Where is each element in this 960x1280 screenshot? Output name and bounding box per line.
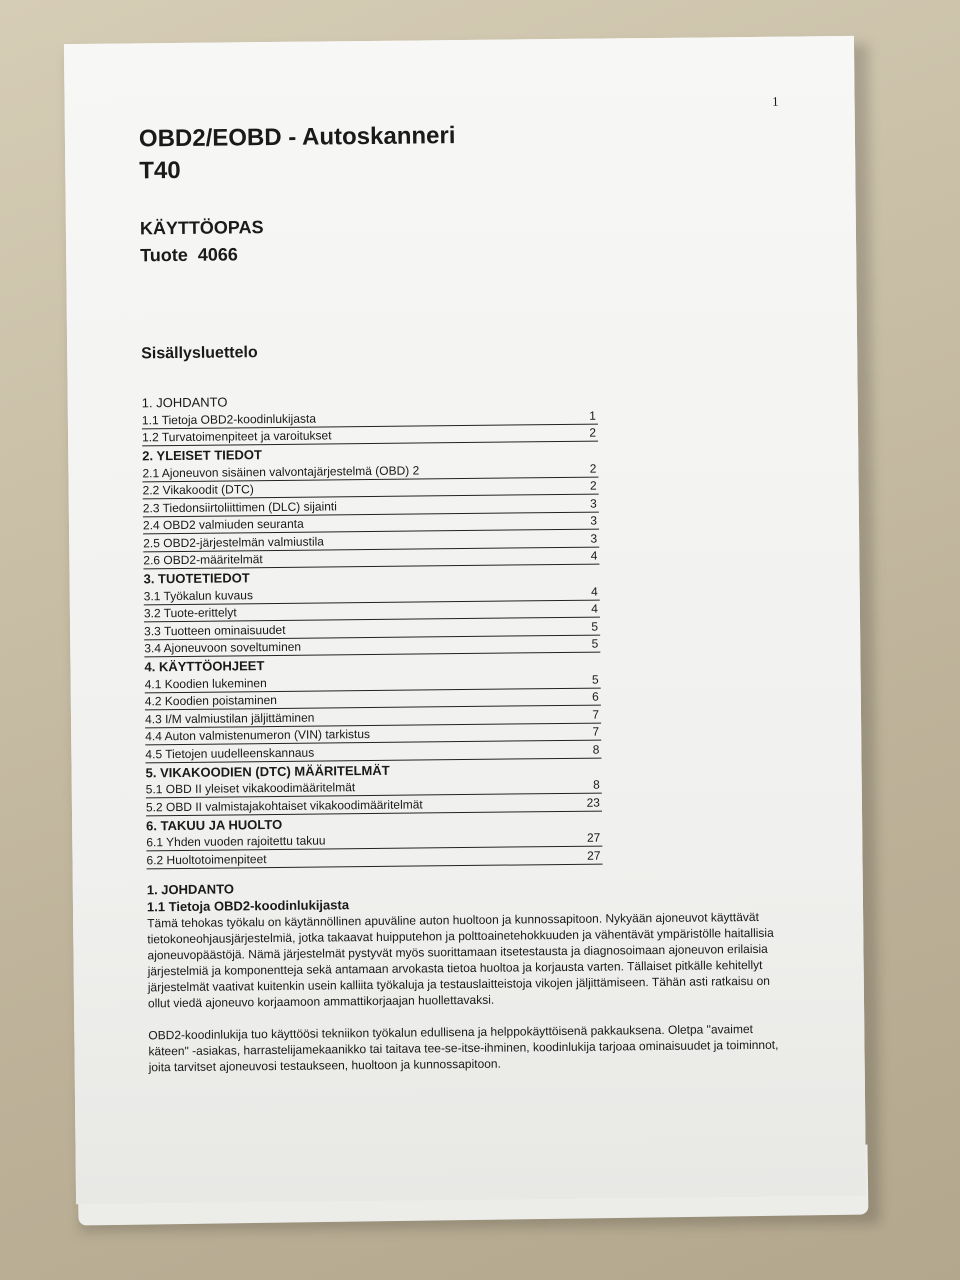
toc-entry-page: 5	[591, 636, 599, 651]
toc-entry-page: 2	[589, 478, 597, 493]
toc-entry	[146, 847, 602, 869]
toc-entry-page: 8	[592, 742, 600, 757]
title-line-2: T40	[139, 156, 181, 185]
toc-entry-label: 1.1 Tietoja OBD2-koodinlukijasta	[141, 411, 317, 427]
toc-entry-page: 4	[591, 601, 598, 616]
toc-entry-page: 3	[590, 513, 598, 528]
toc-entry-label: 5.1 OBD II yleiset vikakoodimääritelmät	[145, 780, 356, 797]
toc-entry-page: 27	[587, 848, 601, 863]
toc-entry-page: 5	[591, 672, 599, 687]
toc-entry-page: 23	[586, 795, 600, 810]
toc-entry-label: 3.2 Tuote-erittelyt	[143, 605, 237, 621]
toc-entry-label: 2.2 Vikakoodit (DTC)	[142, 482, 254, 498]
subtitle-line-2: Tuote 4066	[140, 244, 238, 266]
toc-entry-page: 5	[591, 619, 599, 634]
toc-entry-label: 5.2 OBD II valmistajakohtaiset vikakoodimääritelmät	[145, 796, 423, 814]
title-line-1: OBD2/EOBD - Autoskanneri	[138, 122, 456, 153]
toc-entry-page: 6	[592, 689, 599, 704]
manual-page	[64, 36, 866, 1204]
toc-entry-page: 3	[590, 496, 597, 511]
toc-entry-label: 2.1 Ajoneuvon sisäinen valvontajärjestelmä (OBD) 2	[142, 462, 420, 480]
toc-entry-label: 3.3 Tuotteen ominaisuudet	[144, 622, 286, 638]
toc-entry-label: 2.5 OBD2-järjestelmän valmiustila	[143, 533, 324, 550]
toc-entry-page: 7	[592, 724, 600, 739]
toc-entry-label: 4.4 Auton valmistenumeron (VIN) tarkistus	[145, 727, 371, 744]
toc-entry-label: 3.4 Ajoneuvoon soveltuminen	[144, 639, 302, 656]
toc-entry-page: 8	[592, 777, 600, 792]
toc-entry-label: 4.2 Koodien poistaminen	[144, 692, 277, 709]
toc-entry-page: 1	[589, 408, 596, 423]
toc-entry-label: 6.1 Yhden vuoden rajoitettu takuu	[146, 833, 326, 850]
toc-section-heading: 6. TAKUU JA HUOLTO	[146, 816, 283, 833]
toc-heading: Sisällysluettelo	[141, 344, 258, 363]
toc-entry-page: 2	[589, 461, 597, 476]
toc-entry-page: 4	[590, 584, 598, 599]
toc-section-heading: 3. TUOTETIEDOT	[143, 570, 250, 587]
toc-entry-page: 7	[592, 707, 600, 722]
toc-section-heading: 4. KÄYTTÖOHJEET	[144, 658, 265, 675]
intro-paragraph-2: OBD2-koodinlukija tuo käyttöösi tekniikon työkalun edullisena ja helppokäyttöisenä pakkauksena. Oletpa "avaimet käteen" -asiakas, harrastelijamekaanikko tai taitava tee-se-itse-ihminen, koodinlukija tarjoaa ominaisuudet ja toiminnot, joita tarvitset ajoneuvosi testaukseen, huoltoon ja kunnossapitoon.	[148, 1022, 779, 1075]
toc-entry-label: 1.2 Turvatoimenpiteet ja varoitukset	[141, 428, 332, 445]
page-number: 1	[772, 93, 779, 109]
toc-entry-page: 3	[590, 531, 598, 546]
toc-entry-label: 4.3 I/M valmiustilan jäljittäminen	[144, 710, 315, 726]
subtitle-line-1: KÄYTTÖOPAS	[139, 217, 264, 239]
toc-entry-label: 3.1 Työkalun kuvaus	[143, 587, 253, 603]
intro-subsection-heading: 1.1 Tietoja OBD2-koodinlukijasta	[146, 897, 350, 915]
toc-entry-label: 4.1 Koodien lukeminen	[144, 675, 267, 691]
toc-entry-label: 4.5 Tietojen uudelleenskannaus	[145, 745, 315, 761]
toc-entry-label: 2.4 OBD2 valmiuden seuranta	[142, 516, 304, 533]
toc-section-heading: 5. VIKAKOODIEN (DTC) MÄÄRITELMÄT	[145, 762, 390, 780]
table-of-contents	[142, 389, 603, 869]
toc-entry-label: 2.3 Tiedonsiirtoliittimen (DLC) sijainti	[142, 498, 337, 515]
toc-entry-label: 6.2 Huoltotoimenpiteet	[146, 851, 267, 867]
document-subtitle	[140, 214, 264, 269]
toc-entry-page: 27	[586, 830, 601, 845]
toc-entry-label: 2.6 OBD2-määritelmät	[143, 552, 263, 568]
toc-section-heading: 1. JOHDANTO	[141, 394, 228, 411]
intro-paragraph-1: Tämä tehokas työkalu on käytännöllinen apuväline auton huoltoon ja kunnossapitoon. Nykyään ajoneuvot käyttävät tietokoneohjausjärjestelmiä, jotka takaavat huipputehon ja polttoainetehokkuuden ja vähentävät ympäristölle haitallisia ajoneuvopäästöjä. Nämä järjestelmät pystyvät myös suorittamaan itsetestausta ja diagnosoimaan ajoneuvon erilaisia järjestelmiä ja komponentteja sekä antamaan arvokasta tietoa huoltoa ja korjausta varten. Tällaiset pitkälle kehitellyt järjestelmät vaativat kuitenkin usein kalliita työkaluja ja testauslaitteistoja vikojen jäljittämiseen. Tähän asti ratkaisu on ollut viedä ajoneuvo korjaamoon ammattikorjaajan huollettavaksi.	[147, 909, 774, 1011]
toc-entry-page: 4	[590, 548, 598, 563]
document-title	[139, 120, 456, 187]
toc-entry-page: 2	[589, 425, 597, 440]
intro-section	[147, 875, 789, 1092]
intro-section-heading: 1. JOHDANTO	[146, 881, 235, 898]
toc-section-heading: 2. YLEISET TIEDOT	[142, 447, 263, 464]
